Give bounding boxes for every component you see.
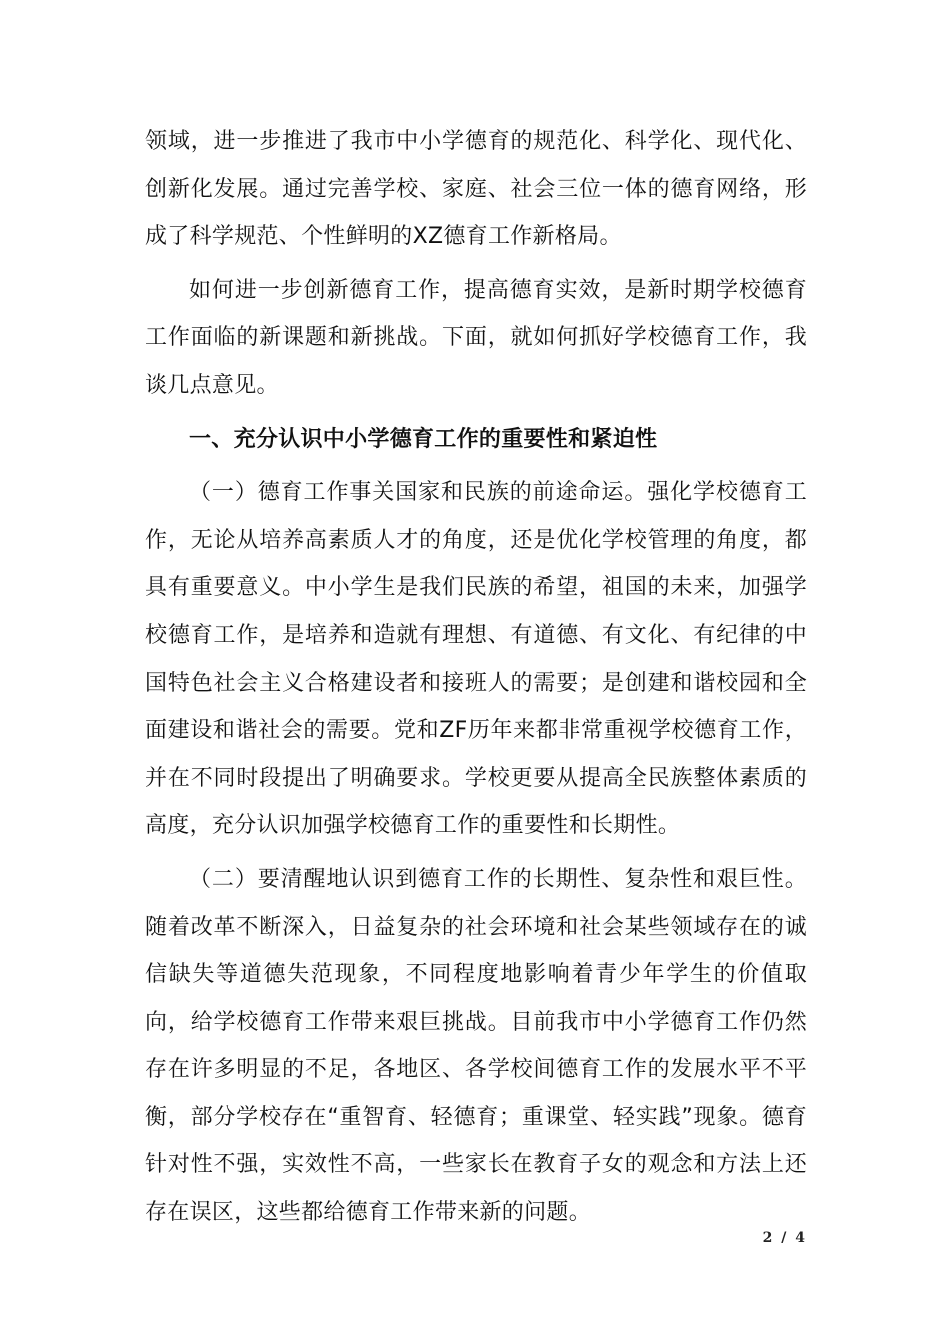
- section-heading: 一、充分认识中小学德育工作的重要性和紧迫性: [189, 426, 658, 452]
- subsection-two: （二）要清醒地认识到德育工作的长期性、复杂性和艰巨性。随着改革不断深入，日益复杂的社会环境和社会某些领域存在的诚信缺失等道德失范现象，不同程度地影响着青少年学生的价值取向，给学校德育工作带来艰巨挑战。目前我市中小学德育工作仍然存在许多明显的不足，各地区、各学校间德育工作的发展水平不平衡，部分学校存在“重智育、轻德育；重课堂、轻实践”现象。德育针对性不强，实效性不高，一些家长在教育子女的观念和方法上还存在误区，这些都给德育工作带来新的问题。: [145, 866, 807, 1226]
- subsection-one: （一）德育工作事关国家和民族的前途命运。强化学校德育工作，无论从培养高素质人才的角度，还是优化学校管理的角度，都具有重要意义。中小学生是我们民族的希望，祖国的未来，加强学校德育工作，是培养和造就有理想、有道德、有文化、有纪律的中国特色社会主义合格建设者和接班人的需要；是创建和谐校园和全面建设和谐社会的需要。党和ZF历年来都非常重视学校德育工作，并在不同时段提出了明确要求。学校更要从提高全民族整体素质的高度，充分认识加强学校德育工作的重要性和长期性。: [145, 480, 807, 839]
- page-number: 2 / 4: [762, 1230, 807, 1246]
- paragraph-continuation: 领域，进一步推进了我市中小学德育的规范化、科学化、现代化、创新化发展。通过完善学校、家庭、社会三位一体的德育网络，形成了科学规范、个性鲜明的XZ德育工作新格局。: [145, 129, 807, 250]
- paragraph-intro: 如何进一步创新德育工作，提高德育实效，是新时期学校德育工作面临的新课题和新挑战。下面，就如何抓好学校德育工作，我谈几点意见。: [145, 277, 807, 398]
- document-body: [145, 118, 807, 1237]
